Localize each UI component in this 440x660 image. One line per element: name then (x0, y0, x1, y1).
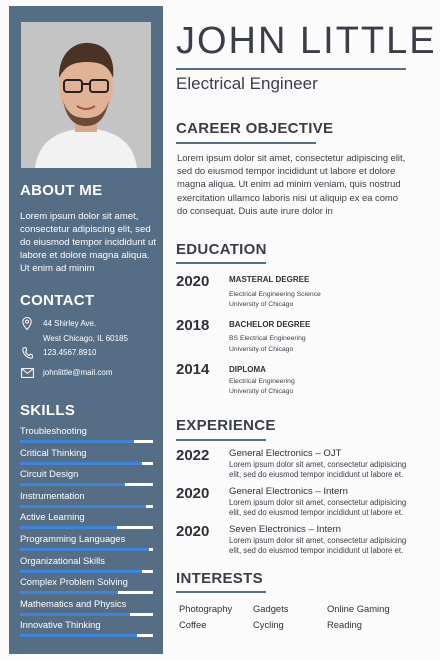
skill-bar-fill (20, 526, 117, 529)
skill-bar (20, 526, 153, 529)
edu-degree: BACHELOR DEGREE (229, 320, 311, 329)
education-heading-rule (176, 262, 266, 264)
exp-desc: Lorem ipsum dolor sit amet, consectetur adipisicing elit, sed do eiusmod tempor incididunt ut labore et. (229, 460, 407, 479)
skill-item (20, 468, 153, 486)
about-heading: ABOUT ME (20, 182, 103, 199)
skill-bar (20, 505, 153, 508)
skill-bar (20, 440, 153, 443)
skill-item (20, 555, 153, 573)
exp-title: Seven Electronics – Intern (229, 524, 341, 535)
skill-item (20, 425, 153, 443)
skill-bar-fill (20, 483, 125, 486)
interests-heading-rule (176, 591, 266, 593)
skill-bar-fill (20, 613, 130, 616)
contact-heading: CONTACT (20, 292, 95, 309)
phone-number: 123.4567.8910 (43, 348, 97, 357)
skill-bar-fill (20, 505, 146, 508)
address-line-1: 44 Shirley Ave. (43, 319, 97, 328)
exp-year: 2022 (176, 447, 210, 464)
mail-icon (20, 366, 34, 379)
skill-label: Critical Thinking (20, 446, 87, 458)
skill-item (20, 490, 153, 508)
contact-address (20, 317, 128, 345)
skill-bar-fill (20, 462, 142, 465)
skill-item (20, 511, 153, 529)
skill-label: Organizational Skills (20, 554, 105, 566)
experience-heading-rule (176, 439, 266, 441)
skill-bar-fill (20, 440, 134, 443)
location-pin-icon (20, 317, 34, 330)
exp-desc: Lorem ipsum dolor sit amet, consectetur adipisicing elit, sed do eiusmod tempor incididunt ut labore et. (229, 498, 407, 517)
skill-label: Instrumentation (20, 489, 85, 501)
skill-label: Active Learning (20, 511, 85, 523)
skill-item (20, 533, 153, 551)
candidate-name: JOHN LITTLE (176, 20, 437, 62)
edu-degree: MASTERAL DEGREE (229, 275, 310, 284)
skill-item (20, 619, 153, 637)
edu-field: Electrical Engineering (229, 378, 295, 385)
profile-photo (21, 22, 151, 168)
skill-label: Mathematics and Physics (20, 597, 127, 609)
edu-school: University of Chicago (229, 346, 294, 353)
career-heading-rule (176, 142, 316, 144)
experience-heading: EXPERIENCE (176, 417, 276, 434)
interest-item: Reading (327, 619, 362, 630)
skill-label: Innovative Thinking (20, 619, 101, 631)
job-title: Electrical Engineer (176, 74, 318, 93)
exp-desc: Lorem ipsum dolor sit amet, consectetur adipisicing elit, sed do eiusmod tempor incididunt ut labore et. (229, 536, 407, 555)
email-address: johnlittle@mail.com (43, 368, 113, 377)
skills-heading: SKILLS (20, 402, 76, 419)
edu-field: BS Electrical Engineering (229, 335, 306, 342)
skill-item (20, 598, 153, 616)
edu-school: University of Chicago (229, 301, 294, 308)
skill-bar (20, 462, 153, 465)
about-text: Lorem ipsum dolor sit amet, consectetur adipiscing elit, sed do eiusmod tempor incididunt ut labore et dolore magna aliqua. Ut enim ad minim (20, 211, 156, 274)
skill-item (20, 576, 153, 594)
skill-item (20, 447, 153, 465)
phone-icon (20, 346, 34, 359)
interest-item: Online Gaming (327, 603, 390, 614)
skill-bar-fill (20, 634, 137, 637)
skill-label: Complex Problem Solving (20, 576, 128, 588)
skill-bar (20, 570, 153, 573)
interests-heading: INTERESTS (176, 570, 263, 587)
contact-phone (20, 346, 96, 359)
skill-bar (20, 591, 153, 594)
skill-bar (20, 613, 153, 616)
interest-item: Coffee (179, 619, 207, 630)
skill-bar-fill (20, 591, 118, 594)
education-heading: EDUCATION (176, 241, 267, 258)
address-line-2: West Chicago, IL 60185 (43, 334, 128, 343)
edu-year: 2018 (176, 317, 210, 334)
skill-label: Troubleshooting (20, 425, 87, 436)
interest-item: Gadgets (253, 603, 289, 614)
edu-year: 2014 (176, 361, 210, 378)
exp-title: General Electronics – Intern (229, 486, 348, 497)
edu-degree: DIPLOMA (229, 365, 266, 374)
skill-label: Programming Languages (20, 533, 126, 544)
interest-item: Photography (179, 603, 233, 614)
skill-label: Circuit Design (20, 468, 79, 480)
sidebar (9, 6, 163, 654)
skill-bar (20, 483, 153, 486)
name-divider (176, 68, 406, 70)
career-heading: CAREER OBJECTIVE (176, 120, 334, 137)
edu-year: 2020 (176, 273, 210, 290)
interest-item: Cycling (253, 619, 284, 630)
exp-title: General Electronics – OJT (229, 448, 342, 459)
exp-year: 2020 (176, 523, 210, 540)
edu-school: University of Chicago (229, 388, 294, 395)
skill-bar-fill (20, 548, 149, 551)
contact-email (20, 366, 112, 379)
career-text: Lorem ipsum dolor sit amet, consectetur adipiscing elit, sed do eiusmod tempor incididunt ut labore et dolore magna aliqua. Ut enim ad minim veniam, quis nostrud exercitation ullamco laboris nisi ut aliquip ex ea como do consequat. Duis aute irure dolor in (177, 152, 406, 216)
skill-bar (20, 634, 153, 637)
skill-bar-fill (20, 570, 142, 573)
exp-year: 2020 (176, 485, 210, 502)
edu-field: Electrical Engineering Science (229, 291, 321, 298)
skill-bar (20, 548, 153, 551)
